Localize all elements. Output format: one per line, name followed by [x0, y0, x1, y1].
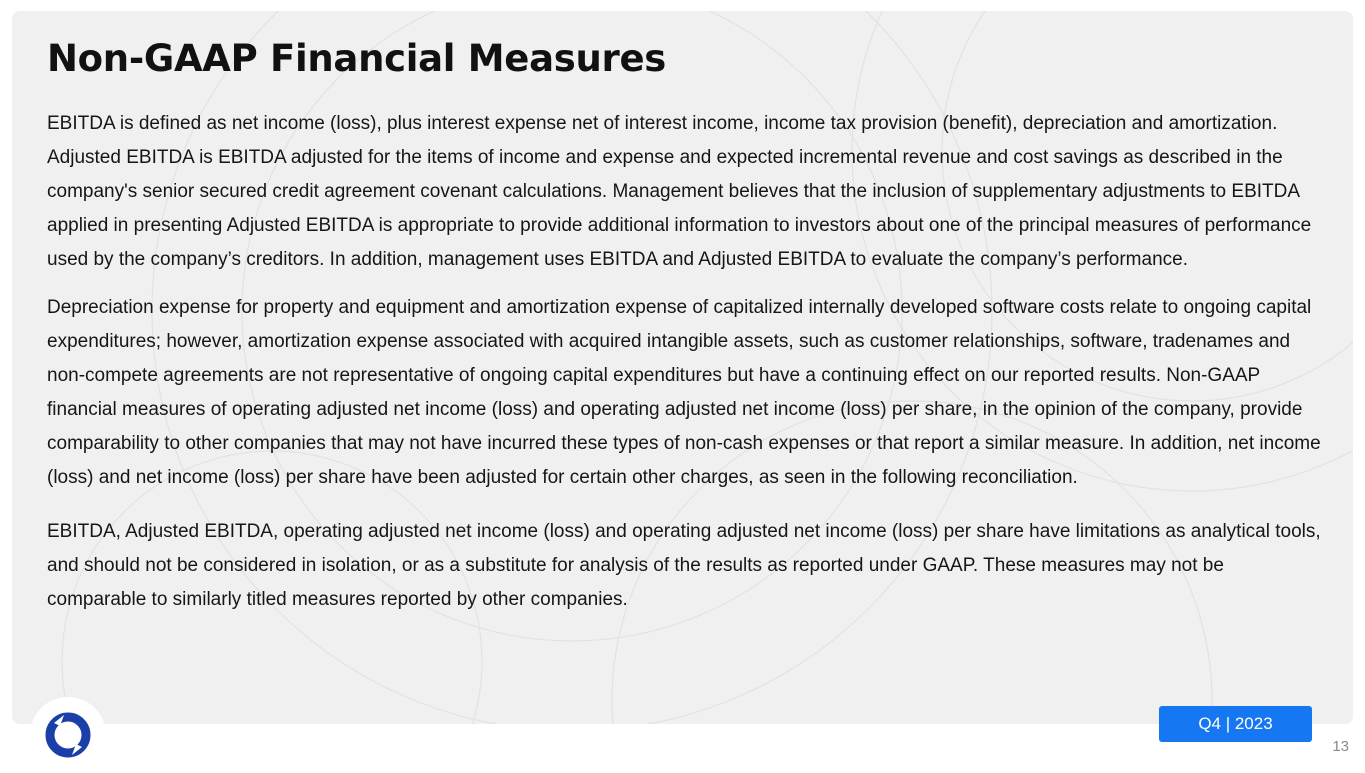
slide-panel — [12, 11, 1353, 724]
paragraph-ebitda-definition: EBITDA is defined as net income (loss), plus interest expense net of interest income, income tax provision (benefit), depreciation and amortization. Adjusted EBITDA is EBITDA adjusted for the items of income and expense and expected incremental revenue and cost savings as described in the company's senior secured credit agreement covenant calculations. Management believes that the inclusion of supplementary adjustments to EBITDA applied in presenting Adjusted EBITDA is appropriate to provide additional information to investors about one of the principal measures of performance used by the company’s creditors. In addition, management uses EBITDA and Adjusted EBITDA to evaluate the company’s performance. — [47, 113, 1312, 270]
period-badge: Q4 | 2023 — [1159, 706, 1312, 742]
slide-content — [47, 35, 1327, 631]
paragraph-depreciation-amortization: Depreciation expense for property and equipment and amortization expense of capitalized internally developed software costs relate to ongoing capital expenditures; however, amortization expense associated with acquired intangible assets, such as customer relationships, software, tradenames and non-compete agreements are not representative of ongoing capital expenditures but have a continuing effect on our reported results. Non-GAAP financial measures of operating adjusted net income (loss) and operating adjusted net income (loss) per share, in the opinion of the company, provide comparability to other companies that may not have incurred these types of non-cash expenses or that report a similar measure. In addition, net income (loss) and net income (loss) per share have been adjusted for certain other charges, as seen in the following reconciliation. — [47, 297, 1321, 488]
company-logo-icon — [42, 709, 94, 761]
page-number: 13 — [1332, 738, 1349, 755]
paragraph-limitations: EBITDA, Adjusted EBITDA, operating adjusted net income (loss) and operating adjusted net income (loss) per share have limitations as analytical tools, and should not be considered in isolation, or as a substitute for analysis of the results as reported under GAAP. These measures may not be comparable to similarly titled measures reported by other companies. — [47, 521, 1321, 610]
page-title: Non-GAAP Financial Measures — [47, 37, 666, 80]
company-logo — [30, 697, 106, 773]
